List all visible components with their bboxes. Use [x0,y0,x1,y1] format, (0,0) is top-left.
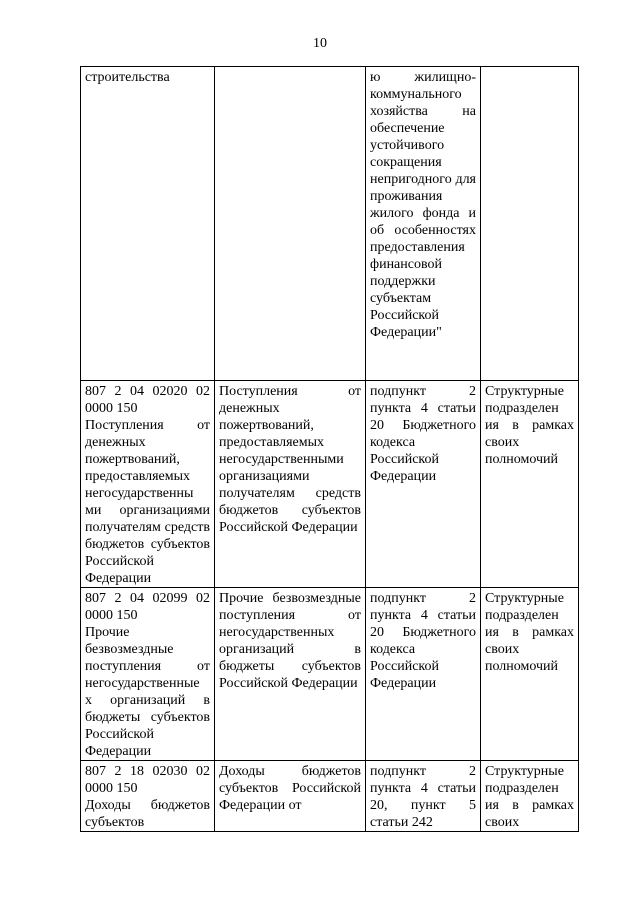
cell-responsible: Структурные подразделен ия в рамках своих полномочий [481,381,579,588]
revenue-table [80,66,579,832]
table-row [81,761,579,832]
cell-description [215,67,366,381]
cell-legal-basis: подпункт 2 пункта 4 статьи 20, пункт 5 статьи 242 [366,761,481,832]
cell-responsible: Структурные подразделен ия в рамках своих [481,761,579,832]
page-number: 10 [313,36,327,51]
cell-legal-basis: подпункт 2 пункта 4 статьи 20 Бюджетного кодекса Российской Федерации [366,381,481,588]
revenue-code: 807 2 04 02099 02 0000 150 [85,591,210,623]
revenue-name: строительства [85,70,170,85]
cell-legal-basis: ю жилищно-коммунального хозяйства на обеспечение устойчивого сокращения непригодного для проживания жилого фонда и об особенностях предоставления финансовой поддержки субъектам Российской Федерации" [366,67,481,381]
cell-code-name [81,381,215,588]
cell-code-name [81,761,215,832]
cell-code-name [81,67,215,381]
table-row [81,67,579,381]
page-bottom-margin [0,868,640,905]
cell-responsible: Структурные подразделен ия в рамках своих полномочий [481,588,579,761]
cell-description: Прочие безвозмездные поступления от негосударственных организаций в бюджеты субъектов Российской Федерации [215,588,366,761]
cell-description: Поступления от денежных пожертвований, предоставляемых негосударственными организациями получателям средств бюджетов субъектов Российской Федерации [215,381,366,588]
revenue-code: 807 2 04 02020 02 0000 150 [85,384,210,416]
table-row [81,381,579,588]
cell-code-name [81,588,215,761]
cell-legal-basis: подпункт 2 пункта 4 статьи 20 Бюджетного кодекса Российской Федерации [366,588,481,761]
revenue-name: Поступления от денежных пожертвований, предоставляемых негосударственны ми организациями получателям средств бюджетов субъектов Российской Федерации [85,418,210,586]
revenue-code: 807 2 18 02030 02 0000 150 [85,764,210,796]
cell-responsible [481,67,579,381]
cell-description: Доходы бюджетов субъектов Российской Федерации от [215,761,366,832]
revenue-name: Доходы бюджетов субъектов [85,798,210,830]
table-row [81,588,579,761]
revenue-name: Прочие безвозмездные поступления от негосударственные х организаций в бюджеты субъектов Российской Федерации [85,625,210,759]
